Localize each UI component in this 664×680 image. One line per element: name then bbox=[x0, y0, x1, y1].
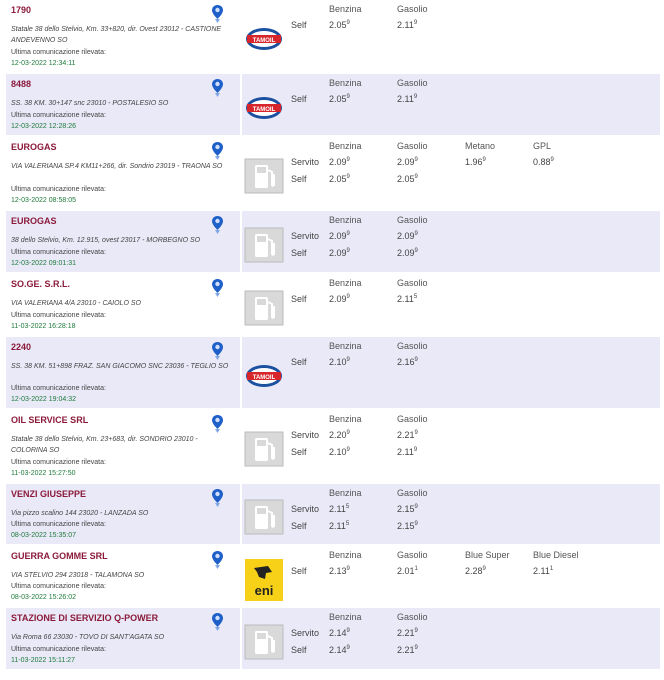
price-value: 2.11 bbox=[397, 20, 414, 30]
price-value: 2.11 bbox=[397, 94, 414, 104]
fuel-type-header: Benzina bbox=[329, 550, 362, 560]
price-thousandths: 5 bbox=[345, 504, 350, 510]
price-thousandths: 9 bbox=[346, 248, 350, 254]
price-thousandths: 9 bbox=[414, 521, 418, 527]
price-thousandths: 5 bbox=[345, 521, 350, 527]
price-thousandths: 9 bbox=[414, 430, 418, 436]
fuel-price bbox=[397, 430, 418, 440]
fuel-price bbox=[397, 447, 417, 457]
price-value: 2.13 bbox=[329, 566, 347, 576]
last-update-label: Ultima comunicazione rilevata: bbox=[11, 521, 106, 528]
price-thousandths: 9 bbox=[346, 231, 350, 237]
fuel-pump-icon bbox=[244, 227, 284, 263]
fuel-price bbox=[329, 357, 350, 367]
fuel-price bbox=[397, 566, 418, 576]
fuel-type-header: Benzina bbox=[329, 215, 362, 225]
station-row[interactable] bbox=[6, 137, 660, 209]
fuel-pump-icon bbox=[244, 158, 284, 194]
service-type-label: Servito bbox=[291, 504, 320, 514]
tamoil-logo bbox=[244, 21, 284, 57]
fuel-pump-icon bbox=[244, 290, 284, 326]
station-info bbox=[6, 410, 234, 482]
price-value: 2.15 bbox=[397, 504, 415, 514]
fuel-price bbox=[397, 157, 418, 167]
station-name[interactable]: GUERRA GOMME SRL bbox=[11, 551, 108, 561]
station-name[interactable]: STAZIONE DI SERVIZIO Q-POWER bbox=[11, 613, 159, 623]
station-address: Statale 38 dello Stelvio, Km. 33+820, dir. Ovest 23012 - CASTIONE ANDEVENNO SO bbox=[11, 26, 222, 44]
last-update-date: 12-03-2022 09:01:31 bbox=[11, 260, 76, 267]
station-name[interactable]: 8488 bbox=[11, 79, 32, 89]
last-update-label: Ultima comunicazione rilevata: bbox=[11, 49, 106, 56]
fuel-price bbox=[397, 248, 418, 258]
station-row[interactable] bbox=[6, 608, 660, 669]
last-update-label: Ultima comunicazione rilevata: bbox=[11, 583, 106, 590]
fuel-type-header: Gasolio bbox=[397, 550, 428, 560]
station-address: Statale 38 dello Stelvio, Km. 23+683, dir. SONDRIO 23010 - COLORINA SO bbox=[11, 436, 198, 454]
price-thousandths: 9 bbox=[346, 20, 350, 26]
price-thousandths: 9 bbox=[346, 430, 350, 436]
station-info bbox=[6, 608, 234, 669]
service-type-label: Self bbox=[291, 20, 307, 30]
fuel-price bbox=[329, 248, 350, 258]
price-thousandths: 9 bbox=[346, 174, 350, 180]
fuel-price bbox=[397, 628, 418, 638]
last-update-date: 12-03-2022 12:28:26 bbox=[11, 123, 76, 130]
price-value: 2.05 bbox=[329, 94, 347, 104]
svg-text:TAMOIL: TAMOIL bbox=[252, 374, 276, 381]
price-value: 2.05 bbox=[329, 174, 347, 184]
service-type-label: Servito bbox=[291, 430, 320, 440]
fuel-price bbox=[465, 157, 486, 167]
station-info bbox=[6, 337, 234, 408]
price-value: 2.21 bbox=[397, 628, 415, 638]
fuel-price bbox=[329, 174, 350, 184]
column-divider bbox=[240, 484, 242, 544]
station-info bbox=[6, 137, 234, 209]
map-pin-icon[interactable] bbox=[211, 612, 224, 632]
station-name[interactable]: EUROGAS bbox=[11, 216, 57, 226]
svg-text:TAMOIL: TAMOIL bbox=[252, 106, 276, 113]
service-type-label: Self bbox=[291, 248, 307, 258]
service-type-label: Self bbox=[291, 357, 307, 367]
service-type-label: Self bbox=[291, 521, 307, 531]
price-value: 2.14 bbox=[329, 645, 347, 655]
fuel-price bbox=[329, 157, 350, 167]
last-update-date: 11-03-2022 15:11:27 bbox=[11, 657, 75, 664]
fuel-type-header: Benzina bbox=[329, 78, 362, 88]
price-value: 2.11 bbox=[329, 504, 346, 514]
price-value: 2.09 bbox=[329, 248, 347, 258]
fuel-price bbox=[397, 521, 418, 531]
map-pin-icon[interactable] bbox=[211, 414, 224, 434]
price-thousandths: 9 bbox=[482, 566, 486, 572]
price-value: 2.11 bbox=[397, 294, 414, 304]
service-type-label: Self bbox=[291, 294, 307, 304]
fuel-price bbox=[329, 294, 350, 304]
station-info bbox=[6, 484, 234, 544]
service-type-label: Self bbox=[291, 447, 307, 457]
fuel-type-header: GPL bbox=[533, 141, 552, 151]
last-update-label: Ultima comunicazione rilevata: bbox=[11, 112, 106, 119]
map-pin-icon[interactable] bbox=[211, 4, 224, 24]
map-pin-icon[interactable] bbox=[211, 141, 224, 161]
tamoil-logo bbox=[244, 90, 284, 126]
map-pin-icon[interactable] bbox=[211, 488, 224, 508]
last-update-date: 08-03-2022 15:26:02 bbox=[11, 594, 76, 601]
price-thousandths: 9 bbox=[346, 294, 350, 300]
price-thousandths: 1 bbox=[549, 566, 554, 572]
station-address: VIA VALERIANA SP.4 KM11+266, dir. Sondrio 23019 - TRAONA SO bbox=[11, 163, 223, 170]
price-thousandths: 9 bbox=[550, 157, 554, 163]
fuel-type-header: Benzina bbox=[329, 341, 362, 351]
fuel-type-header: Benzina bbox=[329, 488, 362, 498]
station-name[interactable]: 2240 bbox=[11, 342, 32, 352]
station-info bbox=[6, 274, 234, 335]
price-value: 1.96 bbox=[465, 157, 483, 167]
fuel-price bbox=[397, 294, 417, 304]
fuel-price bbox=[397, 504, 418, 514]
station-info bbox=[6, 0, 234, 72]
fuel-type-header: Benzina bbox=[329, 278, 362, 288]
service-type-label: Self bbox=[291, 566, 307, 576]
fuel-price bbox=[397, 94, 417, 104]
column-divider bbox=[240, 608, 242, 669]
map-pin-icon[interactable] bbox=[211, 215, 224, 235]
price-value: 2.28 bbox=[465, 566, 483, 576]
price-thousandths: 9 bbox=[414, 174, 418, 180]
fuel-pump-icon bbox=[244, 499, 284, 535]
price-thousandths: 9 bbox=[414, 357, 418, 363]
price-value: 2.11 bbox=[397, 447, 414, 457]
fuel-price bbox=[329, 566, 350, 576]
fuel-price bbox=[329, 645, 350, 655]
station-row[interactable] bbox=[6, 546, 660, 606]
eni-logo bbox=[244, 558, 284, 602]
fuel-price bbox=[465, 566, 486, 576]
fuel-type-header: Benzina bbox=[329, 141, 362, 151]
fuel-price bbox=[397, 231, 418, 241]
last-update-label: Ultima comunicazione rilevata: bbox=[11, 385, 106, 392]
fuel-price bbox=[397, 645, 418, 655]
price-value: 2.09 bbox=[397, 231, 415, 241]
fuel-type-header: Gasolio bbox=[397, 488, 428, 498]
price-value: 2.09 bbox=[397, 157, 415, 167]
price-value: 2.09 bbox=[397, 248, 415, 258]
fuel-price bbox=[329, 628, 350, 638]
price-value: 2.15 bbox=[397, 521, 415, 531]
fuel-type-header: Gasolio bbox=[397, 612, 428, 622]
last-update-date: 12-03-2022 19:04:32 bbox=[11, 396, 76, 403]
station-name[interactable]: VENZI GIUSEPPE bbox=[11, 489, 87, 499]
price-value: 2.11 bbox=[533, 566, 550, 576]
price-value: 2.10 bbox=[329, 447, 347, 457]
fuel-price bbox=[329, 20, 350, 30]
last-update-label: Ultima comunicazione rilevata: bbox=[11, 186, 106, 193]
fuel-type-header: Blue Super bbox=[465, 550, 510, 560]
fuel-price bbox=[329, 430, 350, 440]
station-info bbox=[6, 74, 234, 135]
station-name[interactable]: EUROGAS bbox=[11, 142, 57, 152]
price-thousandths: 9 bbox=[346, 357, 350, 363]
station-address: Via Roma 66 23030 - TOVO DI SANT'AGATA SO bbox=[11, 634, 165, 641]
fuel-type-header: Benzina bbox=[329, 414, 362, 424]
column-divider bbox=[240, 211, 242, 272]
fuel-type-header: Gasolio bbox=[397, 4, 428, 14]
price-value: 2.01 bbox=[397, 566, 415, 576]
last-update-label: Ultima comunicazione rilevata: bbox=[11, 459, 106, 466]
fuel-type-header: Metano bbox=[465, 141, 496, 151]
fuel-price bbox=[533, 566, 553, 576]
price-value: 2.11 bbox=[329, 521, 346, 531]
price-thousandths: 1 bbox=[414, 566, 418, 572]
price-thousandths: 9 bbox=[413, 94, 418, 100]
last-update-date: 11-03-2022 15:27:50 bbox=[11, 470, 76, 477]
fuel-price bbox=[329, 447, 350, 457]
column-divider bbox=[240, 137, 242, 209]
price-thousandths: 9 bbox=[414, 645, 418, 651]
price-thousandths: 9 bbox=[346, 447, 350, 453]
station-row[interactable] bbox=[6, 274, 660, 335]
svg-text:TAMOIL: TAMOIL bbox=[252, 37, 276, 44]
fuel-type-header: Benzina bbox=[329, 612, 362, 622]
fuel-type-header: Blue Diesel bbox=[533, 550, 579, 560]
station-info bbox=[6, 211, 234, 272]
fuel-price bbox=[397, 20, 417, 30]
last-update-label: Ultima comunicazione rilevata: bbox=[11, 249, 106, 256]
station-address: VIA VALERIANA 4/A 23010 - CAIOLO SO bbox=[11, 300, 141, 307]
fuel-type-header: Gasolio bbox=[397, 78, 428, 88]
price-thousandths: 9 bbox=[414, 504, 418, 510]
price-thousandths: 9 bbox=[346, 94, 350, 100]
price-value: 0.88 bbox=[533, 157, 551, 167]
price-thousandths: 9 bbox=[414, 248, 418, 254]
station-address: 38 dello Stelvio, Km. 12.915, ovest 23017 - MORBEGNO SO bbox=[11, 237, 201, 244]
station-row[interactable] bbox=[6, 410, 660, 482]
price-value: 2.09 bbox=[329, 231, 347, 241]
station-name[interactable]: OIL SERVICE SRL bbox=[11, 415, 89, 425]
fuel-pump-icon bbox=[244, 431, 284, 467]
price-value: 2.09 bbox=[329, 157, 347, 167]
last-update-label: Ultima comunicazione rilevata: bbox=[11, 646, 106, 653]
price-thousandths: 9 bbox=[414, 231, 418, 237]
station-address: SS. 38 KM. 51+898 FRAZ. SAN GIACOMO SNC 23036 - TEGLIO SO bbox=[11, 363, 229, 370]
column-divider bbox=[240, 546, 242, 606]
column-divider bbox=[240, 0, 242, 72]
price-thousandths: 9 bbox=[346, 566, 350, 572]
column-divider bbox=[240, 337, 242, 408]
fuel-price bbox=[397, 357, 418, 367]
column-divider bbox=[240, 74, 242, 135]
service-type-label: Servito bbox=[291, 628, 320, 638]
station-name[interactable]: SO.GE. S.R.L. bbox=[11, 279, 71, 289]
last-update-date: 08-03-2022 15:35:07 bbox=[11, 532, 76, 539]
station-row[interactable] bbox=[6, 0, 660, 72]
last-update-date: 12-03-2022 12:34:11 bbox=[11, 60, 76, 67]
last-update-date: 12-03-2022 08:58:05 bbox=[11, 197, 76, 204]
price-value: 2.20 bbox=[329, 430, 347, 440]
price-value: 2.21 bbox=[397, 430, 415, 440]
price-thousandths: 9 bbox=[482, 157, 486, 163]
fuel-type-header: Gasolio bbox=[397, 215, 428, 225]
map-pin-icon[interactable] bbox=[211, 341, 224, 361]
service-type-label: Servito bbox=[291, 231, 320, 241]
station-row[interactable] bbox=[6, 211, 660, 272]
column-divider bbox=[240, 274, 242, 335]
price-value: 2.16 bbox=[397, 357, 415, 367]
station-row[interactable] bbox=[6, 337, 660, 408]
map-pin-icon[interactable] bbox=[211, 78, 224, 98]
map-pin-icon[interactable] bbox=[211, 550, 224, 570]
price-thousandths: 9 bbox=[346, 628, 350, 634]
fuel-price bbox=[329, 231, 350, 241]
station-info bbox=[6, 546, 234, 606]
price-value: 2.09 bbox=[329, 294, 347, 304]
fuel-type-header: Benzina bbox=[329, 4, 362, 14]
service-type-label: Self bbox=[291, 94, 307, 104]
price-thousandths: 9 bbox=[414, 157, 418, 163]
fuel-price bbox=[329, 504, 349, 514]
column-divider bbox=[240, 410, 242, 482]
tamoil-logo bbox=[244, 358, 284, 394]
price-value: 2.05 bbox=[329, 20, 347, 30]
fuel-pump-icon bbox=[244, 624, 284, 660]
service-type-label: Servito bbox=[291, 157, 320, 167]
price-thousandths: 9 bbox=[413, 20, 418, 26]
station-address: VIA STELVIO 294 23018 - TALAMONA SO bbox=[11, 572, 145, 579]
fuel-type-header: Gasolio bbox=[397, 278, 428, 288]
last-update-date: 11-03-2022 16:28:18 bbox=[11, 323, 76, 330]
fuel-type-header: Gasolio bbox=[397, 414, 428, 424]
fuel-price bbox=[533, 157, 554, 167]
fuel-type-header: Gasolio bbox=[397, 341, 428, 351]
svg-text:eni: eni bbox=[254, 583, 274, 598]
service-type-label: Self bbox=[291, 645, 307, 655]
price-thousandths: 9 bbox=[414, 628, 418, 634]
fuel-type-header: Gasolio bbox=[397, 141, 428, 151]
fuel-price bbox=[329, 521, 349, 531]
price-thousandths: 9 bbox=[413, 447, 418, 453]
station-address: SS. 38 KM. 30+147 snc 23010 - POSTALESIO SO bbox=[11, 100, 169, 107]
station-address: Via pizzo scalino 144 23020 - LANZADA SO bbox=[11, 510, 149, 517]
fuel-price bbox=[397, 174, 418, 184]
station-row[interactable] bbox=[6, 74, 660, 135]
station-row[interactable] bbox=[6, 484, 660, 544]
price-value: 2.21 bbox=[397, 645, 415, 655]
last-update-label: Ultima comunicazione rilevata: bbox=[11, 312, 106, 319]
price-thousandths: 5 bbox=[413, 294, 418, 300]
map-pin-icon[interactable] bbox=[211, 278, 224, 298]
price-value: 2.10 bbox=[329, 357, 347, 367]
price-thousandths: 9 bbox=[346, 157, 350, 163]
price-value: 2.05 bbox=[397, 174, 415, 184]
price-thousandths: 9 bbox=[346, 645, 350, 651]
station-name[interactable]: 1790 bbox=[11, 5, 32, 15]
fuel-price bbox=[329, 94, 350, 104]
price-value: 2.14 bbox=[329, 628, 347, 638]
service-type-label: Self bbox=[291, 174, 307, 184]
